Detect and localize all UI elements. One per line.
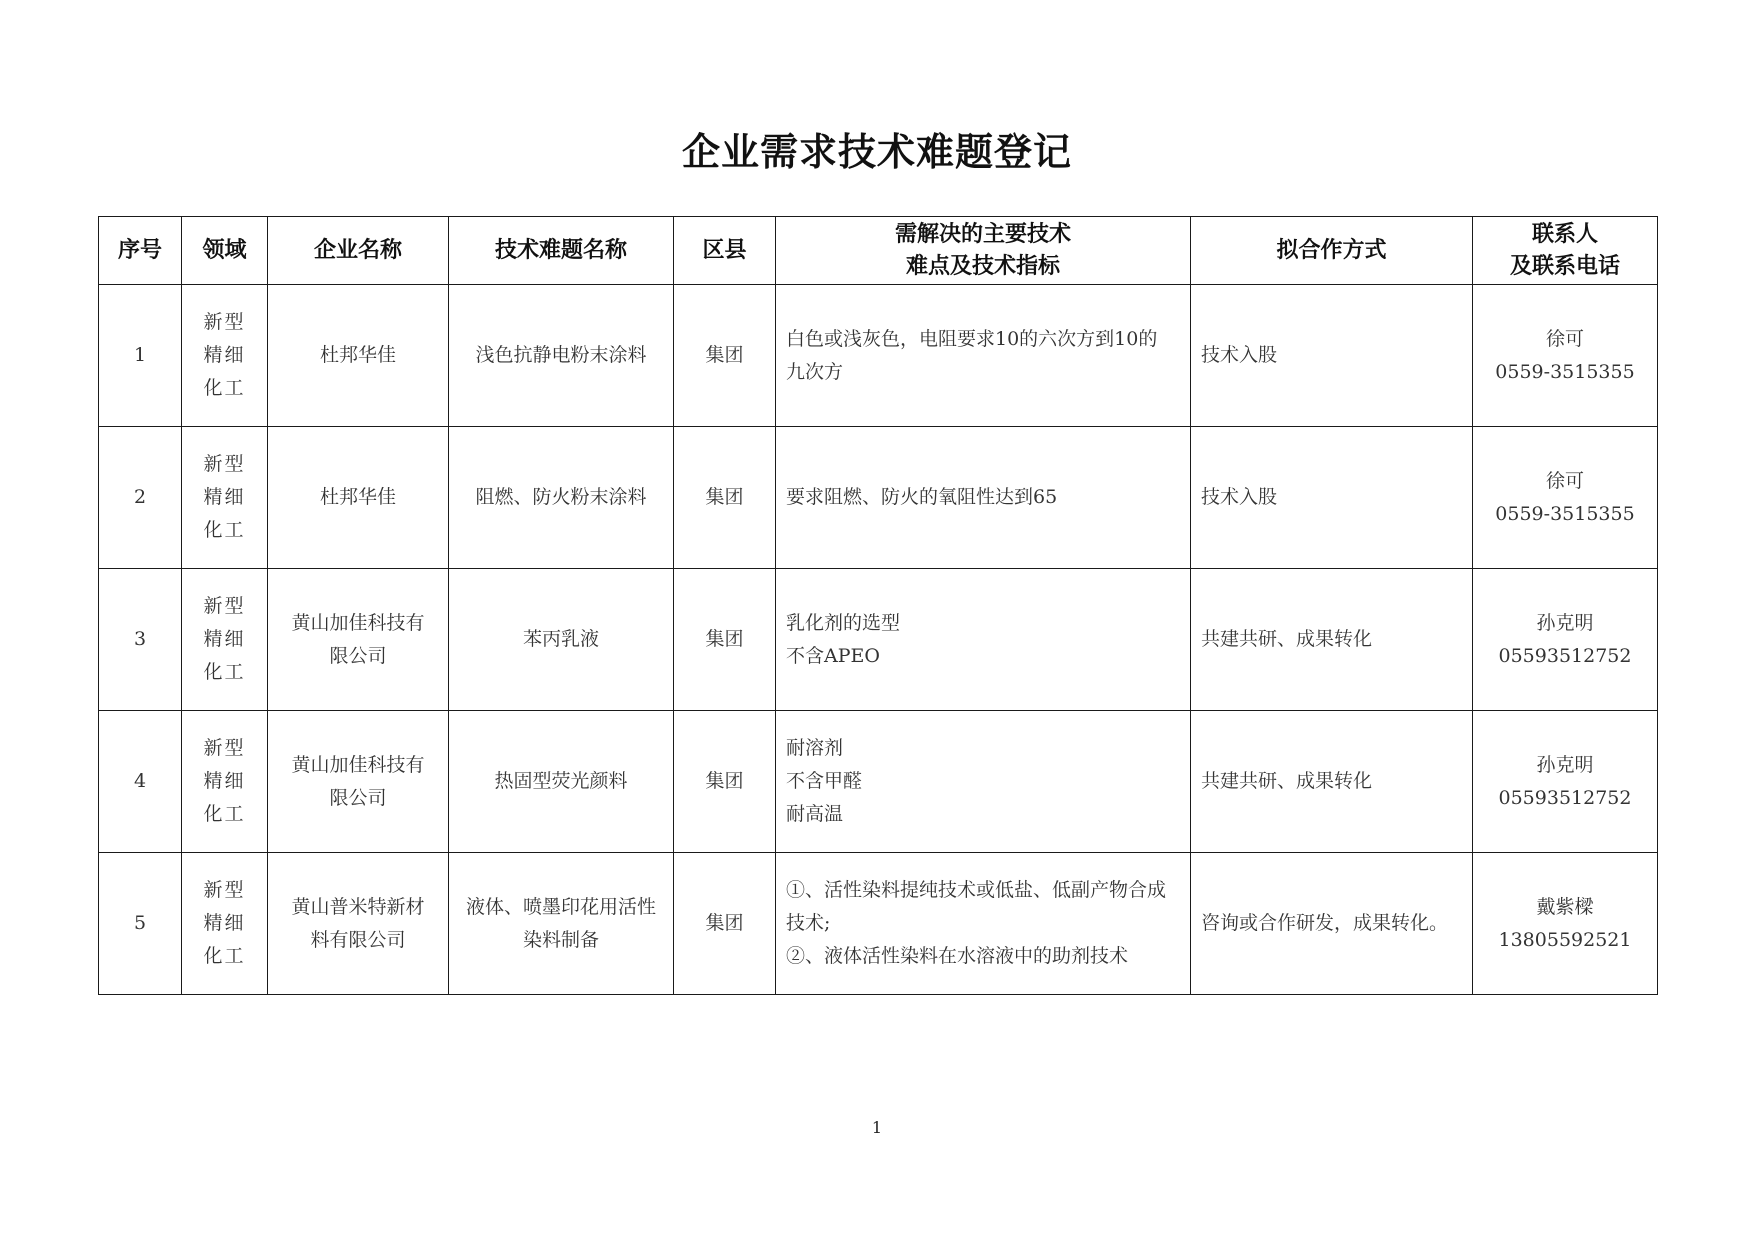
- cell-district: 集团: [674, 711, 776, 853]
- cell-field: [182, 853, 268, 995]
- cell-problem: [449, 285, 674, 427]
- cell-problem: [449, 427, 674, 569]
- cell-problem: [449, 569, 674, 711]
- cell-index: 4: [99, 711, 182, 853]
- table-header-row: [99, 217, 1658, 285]
- cell-company: [268, 711, 449, 853]
- header-index: 序号: [99, 217, 182, 285]
- cell-company-line: 限公司: [329, 644, 387, 667]
- cell-company: [268, 427, 449, 569]
- cell-field: [182, 285, 268, 427]
- cell-index: 1: [99, 285, 182, 427]
- cell-company-line: 限公司: [329, 786, 387, 809]
- page-title: 企业需求技术难题登记: [681, 129, 1072, 174]
- header-field: 领域: [182, 217, 268, 285]
- header-requirement: [776, 217, 1191, 285]
- cell-contact-phone: 05593512752: [1498, 644, 1632, 667]
- cell-requirement-line: 不含APEO: [786, 644, 880, 667]
- cell-company-line: 黄山普米特新材: [291, 895, 425, 918]
- cell-cooperation: 咨询或合作研发，成果转化。: [1191, 853, 1473, 995]
- cell-index: 2: [99, 427, 182, 569]
- cell-field-line: 新型: [203, 453, 246, 475]
- cell-requirement: [776, 711, 1191, 853]
- cell-field-line: 精细: [203, 912, 246, 934]
- cell-requirement-line: 九次方: [786, 360, 844, 383]
- cell-requirement-line: 技术;: [786, 912, 831, 934]
- cell-district: 集团: [674, 427, 776, 569]
- cell-field: [182, 711, 268, 853]
- table-row: [99, 853, 1658, 995]
- cell-problem-line: 浅色抗静电粉末涂料: [475, 344, 647, 366]
- header-contact: [1473, 217, 1658, 285]
- cell-company: [268, 285, 449, 427]
- cell-field-line: 精细: [203, 628, 246, 650]
- cell-contact-phone: 0559-3515355: [1495, 502, 1635, 525]
- cell-contact: [1473, 711, 1658, 853]
- cell-requirement: [776, 427, 1191, 569]
- cell-requirement-line: ②、液体活性染料在水溶液中的助剂技术: [786, 945, 1129, 967]
- cell-district: 集团: [674, 853, 776, 995]
- cell-field-line: 化工: [203, 945, 246, 967]
- cell-contact: [1473, 427, 1658, 569]
- cell-requirement-line: 乳化剂的选型: [786, 611, 901, 634]
- cell-requirement-line: ①、活性染料提纯技术或低盐、低副产物合成: [786, 879, 1167, 901]
- cell-cooperation: 共建共研、成果转化: [1191, 569, 1473, 711]
- cell-company-line: 杜邦华佳: [319, 344, 396, 366]
- cell-contact-phone: 05593512752: [1498, 786, 1632, 809]
- cell-problem-line: 液体、喷墨印花用活性: [465, 895, 656, 918]
- cell-requirement: [776, 853, 1191, 995]
- cell-problem-line: 苯丙乳液: [522, 628, 599, 650]
- cell-problem: [449, 853, 674, 995]
- cell-company-line: 黄山加佳科技有: [291, 753, 425, 776]
- cell-problem-line: 阻燃、防火粉末涂料: [475, 486, 647, 508]
- cell-contact-phone: 13805592521: [1498, 928, 1632, 951]
- cell-problem: [449, 711, 674, 853]
- cell-requirement-line: 白色或浅灰色，电阻要求10的六次方到10的: [786, 327, 1158, 350]
- table-row: [99, 427, 1658, 569]
- cell-requirement-line: 要求阻燃、防火的氧阻性达到65: [786, 486, 1058, 508]
- cell-field-line: 精细: [203, 770, 246, 792]
- cell-contact-name: 徐可: [1545, 327, 1584, 350]
- cell-contact-name: 孙克明: [1536, 753, 1594, 776]
- cell-contact-name: 徐可: [1545, 469, 1584, 492]
- cell-requirement: [776, 569, 1191, 711]
- header-contact-line: 联系人: [1531, 221, 1598, 247]
- cell-field-line: 化工: [203, 803, 246, 825]
- cell-requirement-line: 耐溶剂: [786, 737, 844, 759]
- cell-field-line: 精细: [203, 486, 246, 508]
- cell-contact-name: 孙克明: [1536, 611, 1594, 634]
- header-requirement-line: 需解决的主要技术: [894, 221, 1071, 247]
- cell-problem-line: 染料制备: [522, 928, 599, 951]
- cell-field-line: 新型: [203, 879, 246, 901]
- tech-problem-register-table: [98, 216, 1658, 995]
- cell-field: [182, 427, 268, 569]
- header-cooperation: 拟合作方式: [1191, 217, 1473, 285]
- cell-contact: [1473, 853, 1658, 995]
- cell-company: [268, 569, 449, 711]
- cell-field-line: 新型: [203, 737, 246, 759]
- header-requirement-line: 难点及技术指标: [905, 253, 1060, 279]
- cell-company-line: 杜邦华佳: [319, 486, 396, 508]
- cell-cooperation: 技术入股: [1191, 427, 1473, 569]
- cell-index: 3: [99, 569, 182, 711]
- cell-problem-line: 热固型荧光颜料: [494, 770, 628, 792]
- cell-field-line: 新型: [203, 595, 246, 617]
- cell-contact: [1473, 285, 1658, 427]
- cell-field-line: 精细: [203, 344, 246, 366]
- cell-cooperation: 技术入股: [1191, 285, 1473, 427]
- cell-company-line: 料有限公司: [310, 928, 406, 951]
- cell-contact-name: 戴紫樑: [1536, 895, 1594, 918]
- cell-field-line: 化工: [203, 661, 246, 683]
- table-row: [99, 285, 1658, 427]
- cell-requirement: [776, 285, 1191, 427]
- cell-company: [268, 853, 449, 995]
- header-district: 区县: [674, 217, 776, 285]
- cell-contact-phone: 0559-3515355: [1495, 360, 1635, 383]
- cell-field-line: 化工: [203, 519, 246, 541]
- table-row: [99, 569, 1658, 711]
- table-row: [99, 711, 1658, 853]
- header-company: 企业名称: [268, 217, 449, 285]
- cell-requirement-line: 耐高温: [786, 803, 844, 825]
- cell-cooperation: 共建共研、成果转化: [1191, 711, 1473, 853]
- cell-district: 集团: [674, 569, 776, 711]
- cell-field: [182, 569, 268, 711]
- cell-requirement-line: 不含甲醛: [786, 770, 863, 792]
- cell-index: 5: [99, 853, 182, 995]
- cell-field-line: 化工: [203, 377, 246, 399]
- header-contact-line: 及联系电话: [1509, 253, 1620, 279]
- header-problem: 技术难题名称: [449, 217, 674, 285]
- cell-field-line: 新型: [203, 311, 246, 333]
- cell-contact: [1473, 569, 1658, 711]
- cell-district: 集团: [674, 285, 776, 427]
- page-number: 1: [871, 1118, 883, 1137]
- cell-company-line: 黄山加佳科技有: [291, 611, 425, 634]
